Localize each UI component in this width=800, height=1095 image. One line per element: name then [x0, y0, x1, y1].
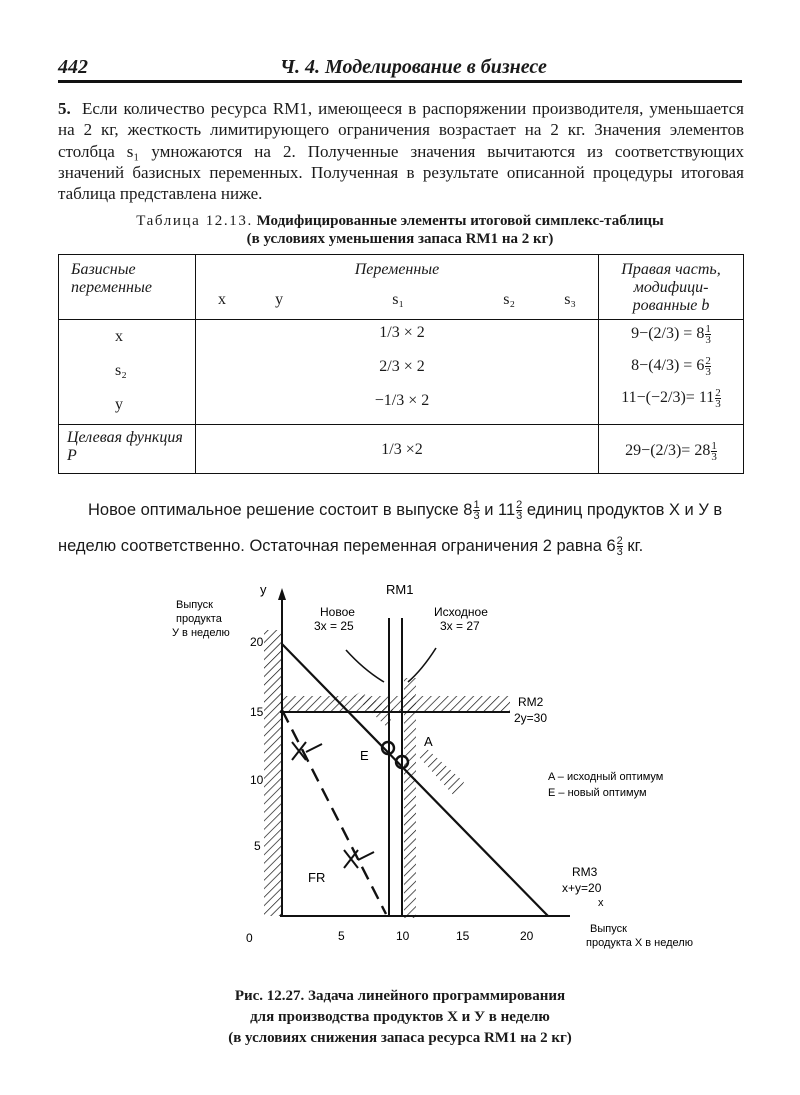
y-axis-title-1: Выпуск	[176, 599, 213, 611]
y-tick-10: 10	[250, 773, 264, 787]
y-axis-title-3: У в неделю	[172, 627, 230, 639]
fraction: $\frac{2}{3}$	[715, 387, 721, 410]
legend-a: A – исходный оптимум	[548, 771, 664, 783]
fraction: $\frac{1}{3}$	[711, 440, 717, 463]
y-tick-5: 5	[254, 839, 261, 853]
table-body-row	[59, 320, 744, 425]
fraction: $\frac{2}{3}$	[616, 535, 623, 559]
hatch-rm2	[280, 696, 510, 712]
table-label: Таблица 12.13.	[136, 213, 253, 229]
caption-line1: Рис. 12.27. Задача линейного программирования	[234, 988, 566, 1004]
basic-vars-cell	[59, 320, 196, 425]
caption-line3: (в условиях снижения запаса ресурса RM1 на 2 кг)	[228, 1030, 572, 1046]
rhs-value: 9−(2/3) = 8 $\frac{1}{3}$	[631, 323, 711, 346]
y-axis-var: y	[260, 582, 267, 597]
x-axis-var: x	[598, 897, 604, 909]
running-title: Ч. 4. Моделирование в бизнесе	[280, 56, 547, 78]
page-header	[58, 56, 742, 82]
lp-figure	[150, 578, 750, 978]
subheader-s1: s₁	[392, 291, 405, 308]
subheader-x: x	[218, 291, 226, 308]
new-constraint-arrow	[346, 650, 384, 682]
header-basic: Базисные переменные	[59, 255, 196, 320]
paragraph-5	[58, 98, 744, 204]
objective-rhs-cell: 29−(2/3)= 28 $\frac{1}{3}$	[599, 425, 744, 474]
rhs-value: 11−(−2/3)= 11 $\frac{2}{3}$	[621, 387, 721, 410]
rm2-label-1: RM2	[518, 695, 544, 709]
page-number: 442	[58, 56, 88, 78]
s1-value: 1/3 × 2	[379, 324, 425, 341]
x-tick-10: 10	[396, 929, 410, 943]
table-title-line2: (в условиях уменьшения запаса RM1 на 2 кг)	[246, 231, 554, 247]
objective-line	[282, 710, 386, 914]
rhs-values-cell	[599, 320, 744, 425]
x-axis-title-2: продукта X в неделю	[586, 937, 693, 949]
basic-var-x: x	[115, 328, 123, 345]
y-axis-arrow	[278, 588, 286, 600]
point-a-label: A	[424, 734, 433, 749]
s1-value: −1/3 × 2	[374, 392, 430, 409]
legend-e: E – новый оптимум	[548, 787, 647, 799]
s1-value: 2/3 × 2	[379, 358, 425, 375]
header-rhs: Правая часть, модифици-рованные b	[599, 255, 744, 320]
rhs-value: 8−(4/3) = 6 $\frac{2}{3}$	[631, 355, 711, 378]
basic-var-s2: s₂	[115, 362, 127, 379]
fraction: $\frac{2}{3}$	[516, 499, 523, 523]
rm2-label-2: 2y=30	[514, 711, 548, 725]
header-rule	[58, 80, 742, 83]
new-label-1: Новое	[320, 605, 355, 619]
simplex-table	[58, 254, 744, 474]
paragraph-number: 5.	[58, 99, 71, 118]
variable-subheaders	[196, 291, 598, 309]
objective-label-cell: Целевая функция P	[59, 425, 196, 474]
subheader-s2: s₂	[503, 291, 516, 308]
orig-constraint-arrow	[408, 648, 436, 682]
objective-row	[59, 425, 744, 474]
figure-caption	[60, 986, 740, 1049]
orig-label-2: 3x = 27	[440, 619, 480, 633]
y-tick-15: 15	[250, 705, 264, 719]
table-header-row	[59, 255, 744, 320]
table-title-line1: Модифицированные элементы итоговой симплекс-таблицы	[256, 213, 664, 229]
table-caption	[60, 212, 740, 248]
feasible-region-label: FR	[308, 870, 326, 885]
y-tick-20: 20	[250, 635, 264, 649]
x-tick-5: 5	[338, 929, 345, 943]
rm3-label-1: RM3	[572, 865, 598, 879]
solution-paragraph: Новое оптимальное решение состоит в выпуске 8 $\frac{1}{3}$ и 11 $\frac{2}{3}$ единиц продуктов X и У в неделю соответственно. Остаточная переменная ограничения 2 равна 6 $\frac{2}{3}$ кг.	[58, 499, 723, 559]
x-axis-title-1: Выпуск	[590, 923, 627, 935]
caption-line2: для производства продуктов X и У в неделю	[250, 1009, 550, 1025]
hatch-y-axis	[264, 630, 282, 916]
hatch-rm1	[404, 678, 416, 918]
x-tick-20: 20	[520, 929, 534, 943]
header-variables: Переменные x y s₁ s₂ s₃	[196, 255, 599, 320]
y-axis-title-2: продукта	[176, 613, 222, 625]
rm3-label-2: x+y=20	[562, 881, 602, 895]
s1-values-cell	[196, 320, 599, 425]
fraction: $\frac{1}{3}$	[473, 499, 480, 523]
paragraph-text: Если количество ресурса RM1, имеющееся в распоряжении производителя, уменьшается на 2 кг, жесткость лимитирующего ограничения возрастает на 2 кг. Значения элементов столбца s₁ умножаются на 2. Полученные значения вычитаются из соответствующих значений базисных переменных. Полученная в результате описанной процедуры итоговая таблица представлена ниже.	[58, 99, 744, 204]
objective-s1-cell: 1/3 ×2	[196, 425, 599, 474]
fraction: $\frac{1}{3}$	[705, 323, 711, 346]
subheader-s3: s₃	[564, 291, 576, 308]
basic-var-y: y	[115, 396, 123, 413]
subheader-y: y	[275, 291, 284, 308]
fraction: $\frac{2}{3}$	[705, 355, 711, 378]
rm1-label: RM1	[386, 582, 414, 597]
y-tick-0: 0	[246, 931, 253, 945]
orig-label-1: Исходное	[434, 605, 488, 619]
new-label-2: 3x = 25	[314, 619, 354, 633]
point-e-label: E	[360, 748, 369, 763]
x-tick-15: 15	[456, 929, 470, 943]
